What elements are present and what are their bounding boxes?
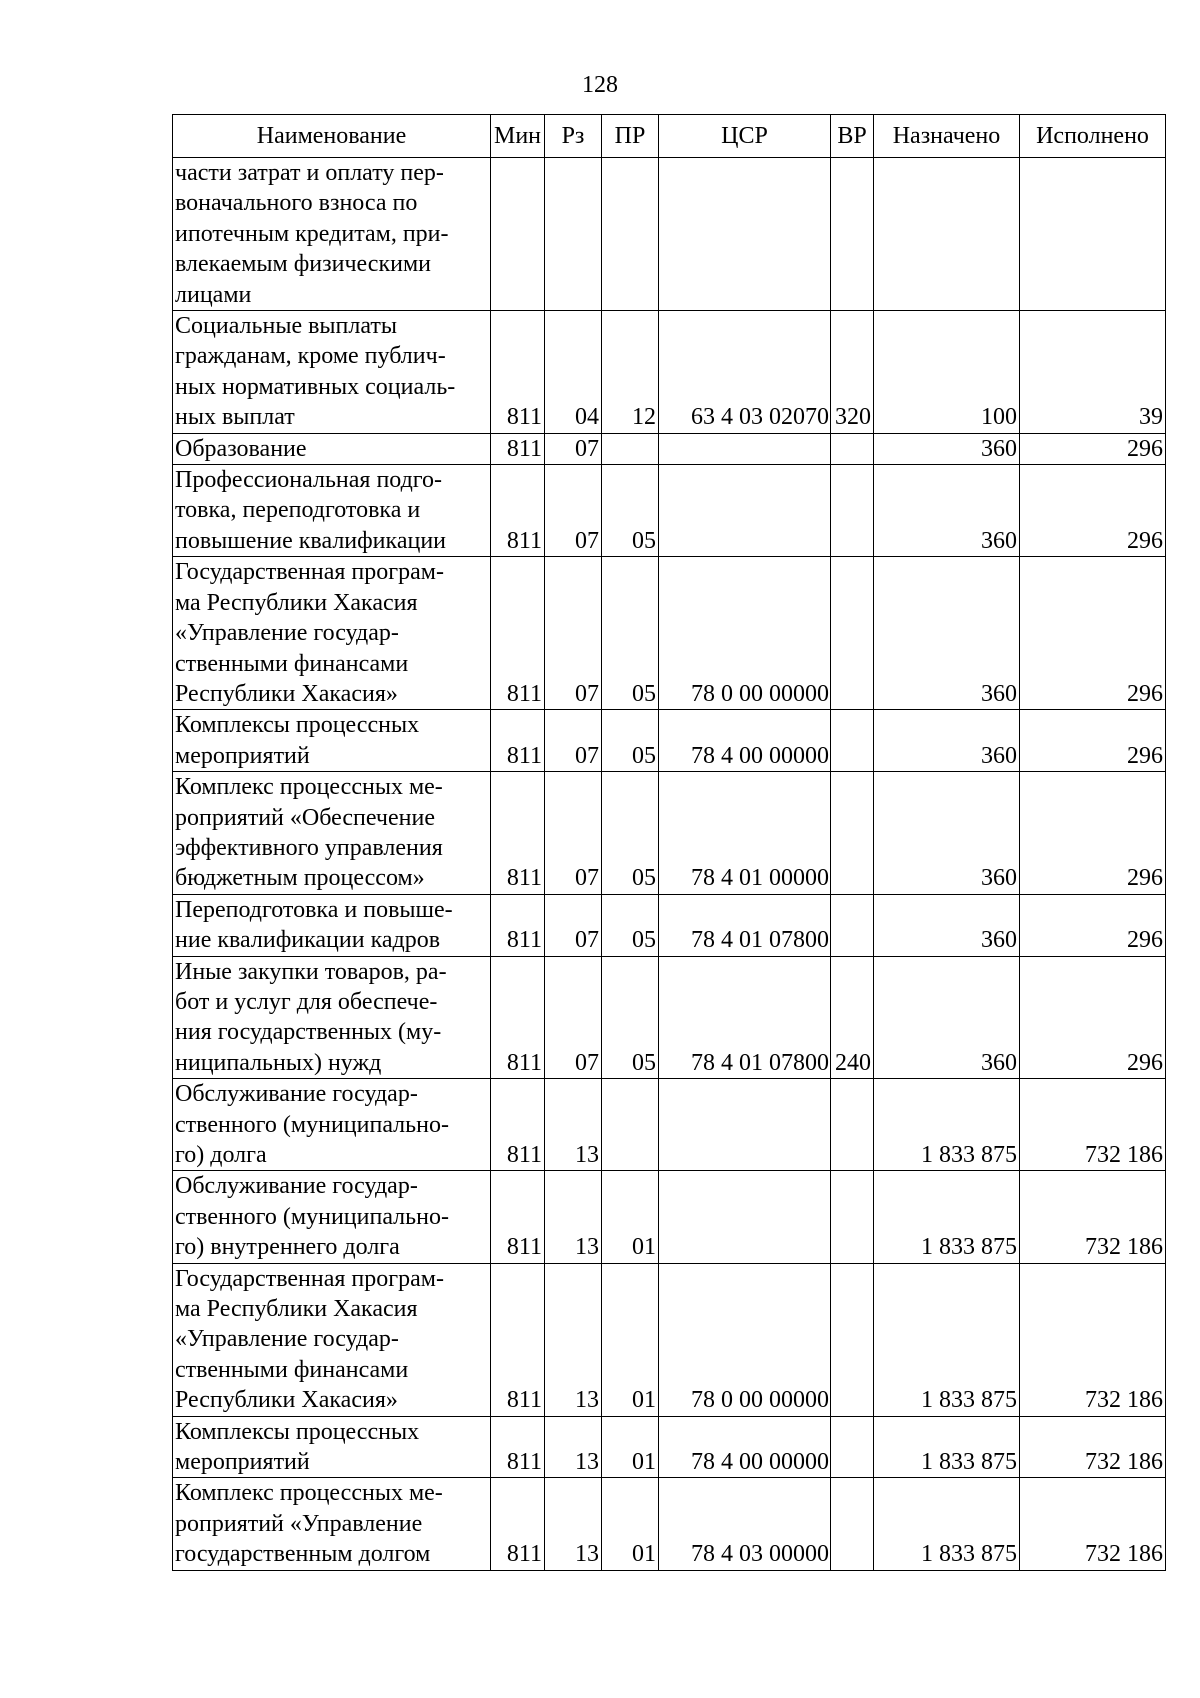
cell-min: 811 bbox=[491, 1263, 545, 1416]
cell-assigned: 360 bbox=[874, 894, 1020, 956]
table-row bbox=[173, 433, 1166, 464]
cell-name-line: бюджетным процессом» bbox=[175, 865, 425, 892]
cell-name bbox=[173, 710, 491, 772]
cell-rz: 07 bbox=[545, 433, 602, 464]
cell-name-line: «Управление государ- bbox=[175, 620, 399, 647]
cell-name-line: Социальные выплаты bbox=[175, 313, 398, 340]
cell-vr bbox=[831, 894, 874, 956]
cell-rz: 07 bbox=[545, 710, 602, 772]
cell-name bbox=[173, 894, 491, 956]
cell-csr: 78 4 03 00000 bbox=[659, 1478, 831, 1570]
table-row bbox=[173, 1416, 1166, 1478]
cell-min: 811 bbox=[491, 465, 545, 557]
cell-min: 811 bbox=[491, 311, 545, 434]
table-row bbox=[173, 1171, 1166, 1263]
cell-min: 811 bbox=[491, 956, 545, 1079]
cell-name-line: ма Республики Хакасия bbox=[175, 1296, 418, 1323]
cell-pr: 05 bbox=[602, 956, 659, 1079]
cell-rz: 07 bbox=[545, 772, 602, 895]
cell-min: 811 bbox=[491, 1478, 545, 1570]
cell-name-line: го) внутреннего долга bbox=[175, 1234, 400, 1261]
header-assigned: Назначено bbox=[874, 115, 1020, 158]
cell-csr: 78 4 01 00000 bbox=[659, 772, 831, 895]
cell-vr bbox=[831, 772, 874, 895]
cell-name-line: ма Республики Хакасия bbox=[175, 589, 418, 616]
cell-vr bbox=[831, 433, 874, 464]
cell-csr: 63 4 03 02070 bbox=[659, 311, 831, 434]
cell-rz: 13 bbox=[545, 1263, 602, 1416]
cell-pr: 01 bbox=[602, 1416, 659, 1478]
cell-vr bbox=[831, 1263, 874, 1416]
cell-csr bbox=[659, 465, 831, 557]
cell-name-line: роприятий «Обеспечение bbox=[175, 804, 435, 831]
cell-rz: 07 bbox=[545, 956, 602, 1079]
cell-min: 811 bbox=[491, 557, 545, 710]
cell-name-line: государственным долгом bbox=[175, 1541, 431, 1568]
cell-csr bbox=[659, 433, 831, 464]
cell-name-line: Государственная програм- bbox=[175, 559, 444, 586]
cell-pr bbox=[602, 433, 659, 464]
cell-name-line: повышение квалификации bbox=[175, 527, 447, 554]
cell-assigned: 360 bbox=[874, 956, 1020, 1079]
cell-name-line: Переподготовка и повыше- bbox=[175, 896, 453, 923]
table-row bbox=[173, 956, 1166, 1079]
cell-pr: 05 bbox=[602, 894, 659, 956]
cell-csr bbox=[659, 1171, 831, 1263]
cell-vr bbox=[831, 465, 874, 557]
table-row bbox=[173, 894, 1166, 956]
table-row bbox=[173, 557, 1166, 710]
cell-assigned: 1 833 875 bbox=[874, 1478, 1020, 1570]
cell-vr bbox=[831, 1416, 874, 1478]
cell-name-line: «Управление государ- bbox=[175, 1326, 399, 1353]
cell-csr: 78 4 01 07800 bbox=[659, 894, 831, 956]
cell-assigned: 360 bbox=[874, 433, 1020, 464]
cell-assigned: 360 bbox=[874, 772, 1020, 895]
cell-assigned: 1 833 875 bbox=[874, 1416, 1020, 1478]
cell-executed: 296 bbox=[1020, 772, 1166, 895]
cell-executed: 39 bbox=[1020, 311, 1166, 434]
cell-name-line: гражданам, кроме публич- bbox=[175, 343, 446, 370]
cell-rz: 13 bbox=[545, 1079, 602, 1171]
cell-name-line: Иные закупки товаров, ра- bbox=[175, 958, 447, 985]
cell-rz: 13 bbox=[545, 1171, 602, 1263]
cell-name-line: эффективного управления bbox=[175, 834, 443, 861]
cell-name-line: влекаемым физическими bbox=[175, 251, 431, 278]
cell-name-line: мероприятий bbox=[175, 1449, 310, 1476]
cell-executed: 296 bbox=[1020, 710, 1166, 772]
table-row bbox=[173, 1478, 1166, 1570]
cell-min: 811 bbox=[491, 433, 545, 464]
cell-vr: 240 bbox=[831, 956, 874, 1079]
cell-rz: 07 bbox=[545, 894, 602, 956]
cell-name-line: Комплексы процессных bbox=[175, 1418, 420, 1445]
cell-pr: 05 bbox=[602, 710, 659, 772]
cell-name bbox=[173, 158, 491, 311]
cell-pr: 01 bbox=[602, 1478, 659, 1570]
cell-rz: 07 bbox=[545, 465, 602, 557]
cell-name-line: го) долга bbox=[175, 1142, 267, 1168]
cell-executed: 732 186 bbox=[1020, 1478, 1166, 1570]
cell-name bbox=[173, 311, 491, 434]
cell-vr bbox=[831, 158, 874, 311]
cell-pr: 12 bbox=[602, 311, 659, 434]
cell-pr: 05 bbox=[602, 772, 659, 895]
cell-name-line: ния государственных (му- bbox=[175, 1019, 442, 1046]
header-pr: ПР bbox=[602, 115, 659, 158]
cell-name bbox=[173, 956, 491, 1079]
cell-executed: 296 bbox=[1020, 465, 1166, 557]
cell-csr: 78 0 00 00000 bbox=[659, 1263, 831, 1416]
cell-executed: 732 186 bbox=[1020, 1079, 1166, 1171]
cell-name bbox=[173, 1416, 491, 1478]
cell-executed: 296 bbox=[1020, 557, 1166, 710]
cell-csr: 78 4 00 00000 bbox=[659, 1416, 831, 1478]
cell-min: 811 bbox=[491, 710, 545, 772]
cell-csr: 78 4 00 00000 bbox=[659, 710, 831, 772]
cell-name-line: ственного (муниципально- bbox=[175, 1203, 449, 1230]
budget-execution-table bbox=[172, 114, 1166, 1571]
cell-executed: 732 186 bbox=[1020, 1171, 1166, 1263]
cell-pr: 01 bbox=[602, 1171, 659, 1263]
cell-name-line: мероприятий bbox=[175, 742, 310, 769]
cell-executed: 296 bbox=[1020, 433, 1166, 464]
table-row bbox=[173, 710, 1166, 772]
table-row bbox=[173, 1263, 1166, 1416]
cell-name-line: Обслуживание государ- bbox=[175, 1173, 418, 1200]
cell-name-line: Образование bbox=[175, 435, 307, 462]
cell-name-line: ных выплат bbox=[175, 404, 295, 431]
cell-name-line: Профессиональная подго- bbox=[175, 467, 443, 494]
cell-executed: 732 186 bbox=[1020, 1263, 1166, 1416]
table-row bbox=[173, 465, 1166, 557]
header-name: Наименование bbox=[173, 115, 491, 158]
cell-name-line: ственного (муниципально- bbox=[175, 1111, 449, 1138]
cell-vr: 320 bbox=[831, 311, 874, 434]
cell-name bbox=[173, 1263, 491, 1416]
table-row bbox=[173, 311, 1166, 434]
cell-assigned: 360 bbox=[874, 465, 1020, 557]
cell-name-line: бот и услуг для обеспече- bbox=[175, 988, 438, 1015]
cell-assigned: 1 833 875 bbox=[874, 1079, 1020, 1171]
cell-min: 811 bbox=[491, 894, 545, 956]
cell-pr bbox=[602, 1079, 659, 1171]
header-vr: ВР bbox=[831, 115, 874, 158]
header-min: Мин bbox=[491, 115, 545, 158]
cell-pr: 01 bbox=[602, 1263, 659, 1416]
cell-name-line: роприятий «Управление bbox=[175, 1510, 423, 1537]
header-csr: ЦСР bbox=[659, 115, 831, 158]
cell-rz: 13 bbox=[545, 1478, 602, 1570]
cell-rz: 04 bbox=[545, 311, 602, 434]
cell-csr: 78 0 00 00000 bbox=[659, 557, 831, 710]
header-rz: Рз bbox=[545, 115, 602, 158]
cell-rz: 13 bbox=[545, 1416, 602, 1478]
cell-name-line: ных нормативных социаль- bbox=[175, 373, 456, 400]
cell-name-line: ние квалификации кадров bbox=[175, 927, 441, 954]
cell-csr: 78 4 01 07800 bbox=[659, 956, 831, 1079]
cell-name-line: ниципальных) нужд bbox=[175, 1049, 382, 1076]
cell-name-line: части затрат и оплату пер- bbox=[175, 160, 444, 186]
cell-min: 811 bbox=[491, 1171, 545, 1263]
cell-name-line: Комплекс процессных ме- bbox=[175, 774, 443, 801]
cell-name bbox=[173, 772, 491, 895]
cell-name bbox=[173, 1478, 491, 1570]
table-row bbox=[173, 772, 1166, 895]
cell-csr bbox=[659, 1079, 831, 1171]
cell-vr bbox=[831, 710, 874, 772]
cell-name-line: Комплекс процессных ме- bbox=[175, 1480, 443, 1507]
cell-name bbox=[173, 465, 491, 557]
cell-executed: 732 186 bbox=[1020, 1416, 1166, 1478]
cell-pr: 05 bbox=[602, 465, 659, 557]
cell-assigned bbox=[874, 158, 1020, 311]
cell-min: 811 bbox=[491, 772, 545, 895]
cell-name-line: товка, переподготовка и bbox=[175, 497, 421, 524]
cell-executed: 296 bbox=[1020, 894, 1166, 956]
page-number: 128 bbox=[582, 72, 618, 98]
table-row bbox=[173, 158, 1166, 311]
cell-name bbox=[173, 1171, 491, 1263]
cell-vr bbox=[831, 1478, 874, 1570]
cell-rz: 07 bbox=[545, 557, 602, 710]
cell-executed: 296 bbox=[1020, 956, 1166, 1079]
cell-assigned: 360 bbox=[874, 710, 1020, 772]
cell-vr bbox=[831, 557, 874, 710]
cell-name bbox=[173, 433, 491, 464]
cell-name-line: воначального взноса по bbox=[175, 190, 418, 217]
cell-name-line: Обслуживание государ- bbox=[175, 1081, 418, 1108]
cell-pr: 05 bbox=[602, 557, 659, 710]
cell-name-line: ипотечным кредитам, при- bbox=[175, 220, 449, 247]
cell-name-line: Республики Хакасия» bbox=[175, 1387, 398, 1414]
table-body bbox=[173, 158, 1166, 1571]
cell-min bbox=[491, 158, 545, 311]
cell-pr bbox=[602, 158, 659, 311]
cell-rz bbox=[545, 158, 602, 311]
cell-name-line: ственными финансами bbox=[175, 650, 409, 677]
cell-name-line: Государственная програм- bbox=[175, 1265, 444, 1292]
cell-name-line: Республики Хакасия» bbox=[175, 680, 398, 707]
cell-assigned: 100 bbox=[874, 311, 1020, 434]
cell-vr bbox=[831, 1171, 874, 1263]
table-row bbox=[173, 1079, 1166, 1171]
cell-name bbox=[173, 557, 491, 710]
cell-min: 811 bbox=[491, 1416, 545, 1478]
cell-name-line: ственными финансами bbox=[175, 1356, 409, 1383]
cell-executed bbox=[1020, 158, 1166, 311]
cell-csr bbox=[659, 158, 831, 311]
cell-name-line: Комплексы процессных bbox=[175, 712, 420, 739]
cell-assigned: 1 833 875 bbox=[874, 1263, 1020, 1416]
cell-name bbox=[173, 1079, 491, 1171]
cell-assigned: 1 833 875 bbox=[874, 1171, 1020, 1263]
cell-min: 811 bbox=[491, 1079, 545, 1171]
header-executed: Исполнено bbox=[1020, 115, 1166, 158]
cell-vr bbox=[831, 1079, 874, 1171]
table-header-row bbox=[173, 115, 1166, 158]
cell-assigned: 360 bbox=[874, 557, 1020, 710]
cell-name-line: лицами bbox=[175, 281, 252, 308]
